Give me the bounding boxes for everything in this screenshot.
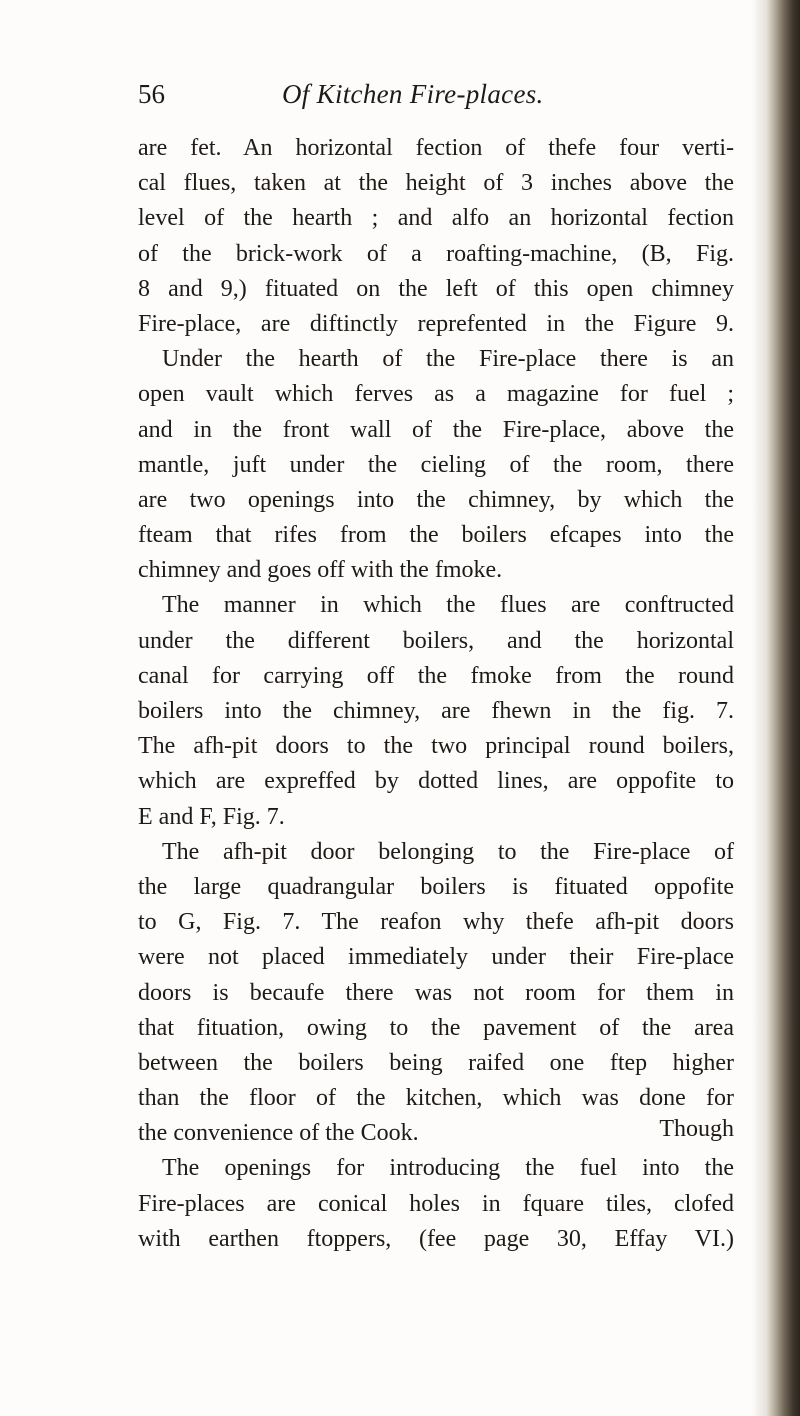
text-line: between the boilers being raifed one ftep higher <box>138 1049 734 1076</box>
text-line: the convenience of the Cook. <box>138 1120 419 1147</box>
text-line: canal for carrying off the fmoke from the round <box>138 662 734 689</box>
text-line: and in the front wall of the Fire-place, above the <box>138 416 734 443</box>
text-line: which are expreffed by dotted lines, are oppofite to <box>138 768 734 795</box>
text-line: of the brick-work of a roafting-machine, (B, Fig. <box>138 240 734 267</box>
text-line: to G, Fig. 7. The reafon why thefe afh-pit doors <box>138 909 734 936</box>
text-line: with earthen ftoppers, (fee page 30, Effay VI.) <box>138 1225 734 1252</box>
text-line: open vault which ferves as a magazine for fuel ; <box>138 381 734 408</box>
text-line: Fire-place, are diftinctly reprefented in the Figure 9. <box>138 310 734 337</box>
text-line: than the floor of the kitchen, which was done for <box>138 1085 734 1112</box>
running-title: Of Kitchen Fire-places. <box>282 79 544 109</box>
text-line: mantle, juft under the cieling of the room, there <box>138 451 734 478</box>
text-line: chimney and goes off with the fmoke. <box>138 557 503 584</box>
text-line: under the different boilers, and the horizontal <box>138 627 734 654</box>
text-line: fteam that rifes from the boilers efcapes into the <box>138 522 734 549</box>
text-line: doors is becaufe there was not room for them in <box>138 979 734 1006</box>
text-line: the large quadrangular boilers is fituated oppofite <box>138 873 734 900</box>
text-line: level of the hearth ; and alfo an horizontal fection <box>138 205 734 232</box>
text-line: are fet. An horizontal fection of thefe four verti- <box>138 135 734 161</box>
text-line: 8 and 9,) fituated on the left of this open chimney <box>138 275 734 302</box>
text-line: The afh-pit doors to the two principal round boilers, <box>138 733 734 760</box>
text-line: E and F, Fig. 7. <box>138 803 285 830</box>
text-line: are two openings into the chimney, by which the <box>138 486 734 513</box>
running-head <box>138 74 758 114</box>
paragraph-start-line: The manner in which the flues are conftructed <box>162 592 734 619</box>
paragraph-start-line: The afh-pit door belonging to the Fire-place of <box>162 838 734 865</box>
page-number: 56 <box>138 79 165 109</box>
text-line: Fire-places are conical holes in fquare tiles, clofed <box>138 1190 734 1217</box>
paragraph-start-line: The openings for introducing the fuel into the <box>162 1155 734 1182</box>
text-line: boilers into the chimney, are fhewn in the fig. 7. <box>138 698 734 724</box>
body-text <box>138 131 734 1257</box>
paragraph-start-line: Under the hearth of the Fire-place there is an <box>162 346 734 373</box>
text-line: cal flues, taken at the height of 3 inches above the <box>138 170 734 197</box>
catchword: Though <box>659 1116 734 1142</box>
text-line: were not placed immediately under their Fire-place <box>138 944 734 971</box>
text-line: that fituation, owing to the pavement of the area <box>138 1014 734 1041</box>
binding-shadow <box>766 0 800 1416</box>
